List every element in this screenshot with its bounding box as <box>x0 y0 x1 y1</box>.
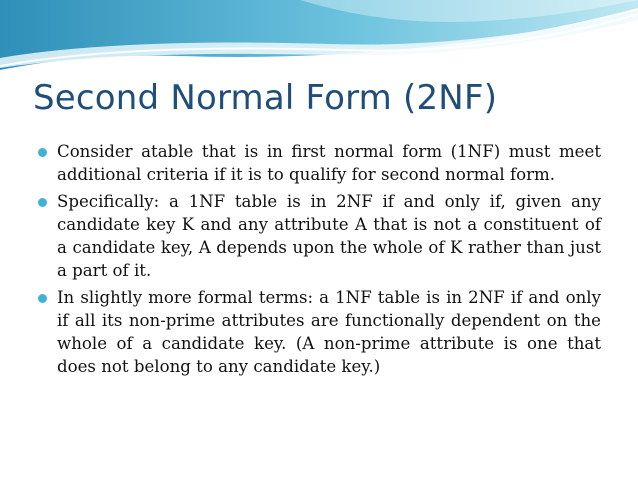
bullet-text: In slightly more formal terms: a 1NF table is in 2NF if and only if all its non-prime attributes are functionally dependent on the whole of a candidate key. (A non-prime attribute is one that does not belong to any candidate key.) <box>57 288 601 376</box>
bullet-text: Consider atable that is in first normal form (1NF) must meet additional criteria if it is to qualify for second normal form. <box>57 142 601 184</box>
header-wave-decoration <box>0 0 638 80</box>
bullet-text: Specifically: a 1NF table is in 2NF if and only if, given any candidate key K and any attribute A that is not a constituent of a candidate key, A depends upon the whole of K rather than just a part of it. <box>57 192 601 280</box>
bullet-list <box>38 140 601 382</box>
bullet-dot-icon <box>38 148 47 157</box>
bullet-dot-icon <box>38 294 47 303</box>
slide-title: Second Normal Form (2NF) <box>33 78 498 118</box>
bullet-item-1 <box>38 140 601 186</box>
bullet-item-2 <box>38 190 601 282</box>
bullet-dot-icon <box>38 198 47 207</box>
bullet-item-3 <box>38 286 601 378</box>
